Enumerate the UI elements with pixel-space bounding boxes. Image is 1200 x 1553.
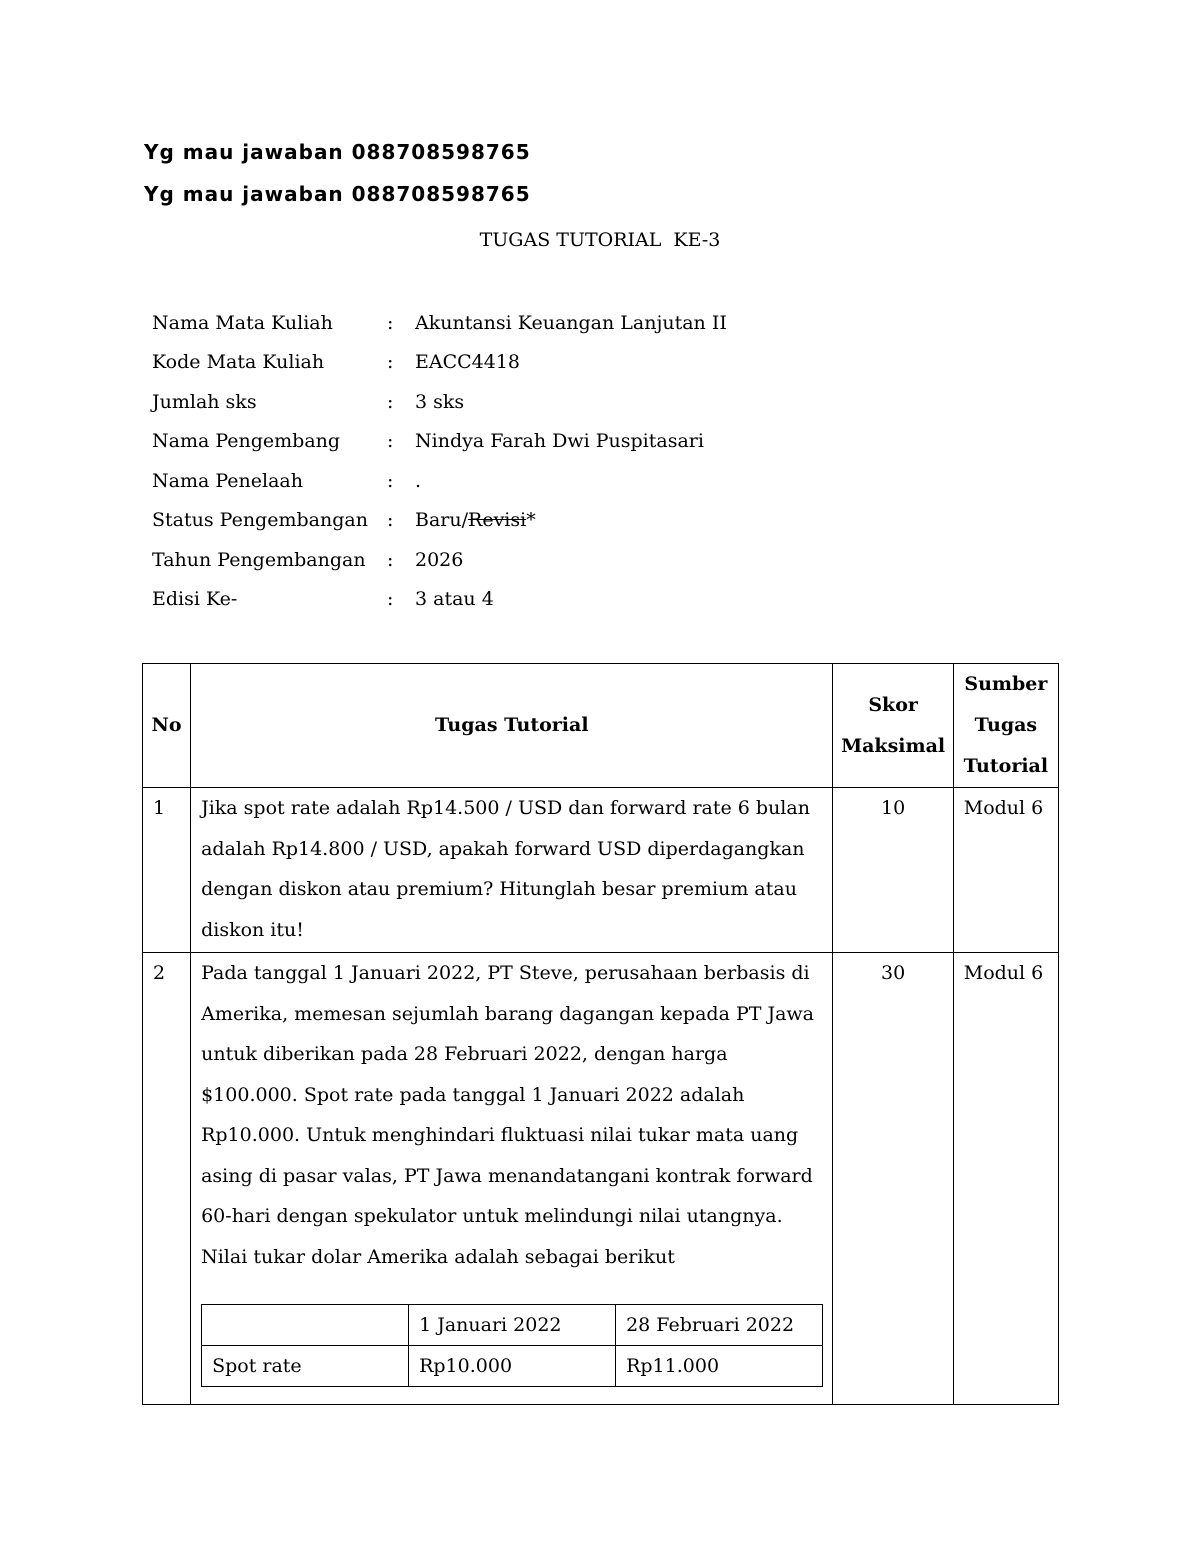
meta-row-developer bbox=[152, 422, 727, 462]
meta-label: Edisi Ke- bbox=[152, 588, 238, 611]
task-source: Modul 6 bbox=[953, 953, 1058, 1405]
table-row bbox=[143, 953, 1059, 1405]
meta-colon: : bbox=[387, 390, 394, 413]
meta-label: Status Pengembangan bbox=[152, 509, 368, 532]
header-source bbox=[953, 664, 1058, 788]
meta-label: Nama Pengembang bbox=[152, 430, 341, 453]
meta-value: 2026 bbox=[415, 548, 464, 571]
meta-value bbox=[415, 509, 536, 531]
header-max-score bbox=[833, 664, 953, 788]
rate-label-cell: Spot rate bbox=[202, 1346, 409, 1387]
meta-row-year bbox=[152, 540, 727, 580]
task-text: Pada tanggal 1 Januari 2022, PT Steve, perusahaan berbasis di Amerika, memesan sejumlah barang dagangan kepada PT Jawa untuk diberikan pada 28 Februari 2022, dengan harga $100.000. Spot rate pada tanggal 1 Januari 2022 adalah Rp10.000. Untuk menghindari fluktuasi nilai tukar mata uang asing di pasar valas, PT Jawa menandatangani kontrak forward 60-hari dengan spekulator untuk melindungi nilai utangnya. Nilai tukar dolar Amerika adalah sebagai berikut bbox=[201, 962, 814, 1268]
meta-label: Nama Mata Kuliah bbox=[152, 311, 333, 334]
rate-value-cell: Rp11.000 bbox=[616, 1346, 823, 1387]
max-score: 10 bbox=[833, 788, 953, 953]
contact-line: Yg mau jawaban 088708598765 bbox=[144, 140, 531, 164]
meta-row-credits bbox=[152, 382, 727, 422]
meta-label: Nama Penelaah bbox=[152, 469, 303, 492]
meta-label: Tahun Pengembangan bbox=[152, 548, 366, 571]
row-number: 1 bbox=[143, 788, 191, 953]
meta-row-course-name bbox=[152, 303, 727, 343]
meta-colon: : bbox=[387, 588, 394, 611]
rate-value-cell: Rp10.000 bbox=[409, 1346, 616, 1387]
meta-row-status bbox=[152, 501, 727, 541]
tutorial-task-table bbox=[142, 663, 1059, 1405]
document-title: TUGAS TUTORIAL KE-3 bbox=[479, 229, 721, 251]
header-source-line: Sumber bbox=[964, 673, 1048, 695]
meta-colon: : bbox=[387, 509, 394, 532]
course-info bbox=[152, 303, 727, 619]
meta-row-edition bbox=[152, 580, 727, 620]
meta-colon: : bbox=[387, 548, 394, 571]
header-source-line: Tutorial bbox=[963, 755, 1049, 777]
status-asterisk: * bbox=[526, 509, 536, 532]
meta-row-reviewer bbox=[152, 461, 727, 501]
rate-header-cell: 28 Februari 2022 bbox=[616, 1305, 823, 1346]
header-source-line: Tugas bbox=[974, 714, 1038, 736]
meta-colon: : bbox=[387, 430, 394, 453]
status-new: Baru/ bbox=[415, 509, 469, 532]
rate-row bbox=[202, 1346, 823, 1387]
rate-header-cell bbox=[202, 1305, 409, 1346]
task-description: Jika spot rate adalah Rp14.500 / USD dan forward rate 6 bulan adalah Rp14.800 / USD, apakah forward USD diperdagangkan dengan diskon atau premium? Hitunglah besar premium atau diskon itu! bbox=[191, 788, 833, 953]
header-score-line: Maksimal bbox=[841, 734, 946, 757]
table-header-row bbox=[143, 664, 1059, 788]
header-task: Tugas Tutorial bbox=[191, 664, 833, 788]
row-number: 2 bbox=[143, 953, 191, 1405]
header-no: No bbox=[143, 664, 191, 788]
table-row bbox=[143, 788, 1059, 953]
rate-header-row bbox=[202, 1305, 823, 1346]
meta-value: . bbox=[415, 469, 422, 492]
meta-colon: : bbox=[387, 469, 394, 492]
rate-header-cell: 1 Januari 2022 bbox=[409, 1305, 616, 1346]
meta-value: 3 atau 4 bbox=[415, 588, 494, 611]
meta-value: Nindya Farah Dwi Puspitasari bbox=[415, 430, 704, 453]
meta-row-course-code bbox=[152, 343, 727, 383]
meta-colon: : bbox=[387, 311, 394, 334]
task-source: Modul 6 bbox=[953, 788, 1058, 953]
meta-colon: : bbox=[387, 351, 394, 374]
contact-line: Yg mau jawaban 088708598765 bbox=[144, 182, 531, 206]
meta-label: Jumlah sks bbox=[152, 390, 257, 413]
meta-value: EACC4418 bbox=[415, 351, 521, 374]
meta-value: Akuntansi Keuangan Lanjutan II bbox=[415, 311, 727, 334]
header-score-line: Skor bbox=[868, 693, 918, 716]
exchange-rate-table bbox=[201, 1304, 823, 1387]
max-score: 30 bbox=[833, 953, 953, 1405]
meta-value: 3 sks bbox=[415, 390, 465, 413]
status-revised-struck: Revisi bbox=[468, 509, 527, 532]
task-description bbox=[191, 953, 833, 1405]
meta-label: Kode Mata Kuliah bbox=[152, 351, 325, 374]
